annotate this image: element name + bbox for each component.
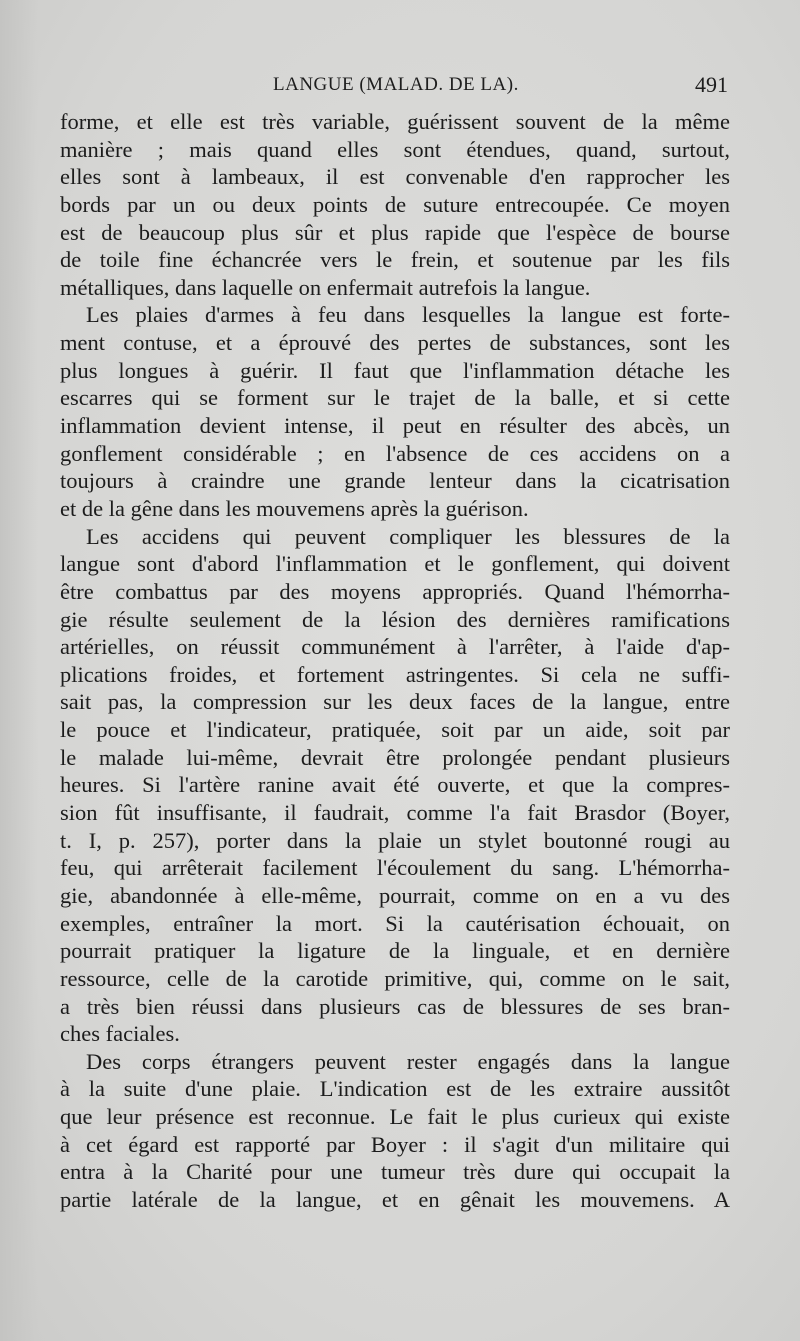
text-line: langue sont d'abord l'inflammation et le gonflement, qui doivent <box>60 551 730 577</box>
text-line: ches faciales. <box>60 1021 180 1047</box>
text-line: sait pas, la compression sur les deux faces de la langue, entre <box>60 689 730 715</box>
text-line: artérielles, on réussit communément à l'arrêter, à l'aide d'ap- <box>60 634 730 660</box>
text-line: plications froides, et fortement astringentes. Si cela ne suffi- <box>60 661 730 687</box>
page-number: 491 <box>695 72 728 97</box>
text-line: Des corps étrangers peuvent rester engagés dans la langue <box>86 1048 730 1074</box>
text-line: Les plaies d'armes à feu dans lesquelles la langue est forte- <box>86 302 730 328</box>
text-line: Les accidens qui peuvent compliquer les blessures de la <box>86 523 730 549</box>
text-line: à la suite d'une plaie. L'indication est de les extraire aussitôt <box>60 1076 730 1102</box>
running-head-title: LANGUE (MALAD. DE LA). <box>273 74 519 95</box>
text-line: sion fût insuffisante, il faudrait, comme l'a fait Brasdor (Boyer, <box>60 800 730 826</box>
text-line: forme, et elle est très variable, guérissent souvent de la même <box>60 109 730 134</box>
text-line: est de beaucoup plus sûr et plus rapide que l'espèce de bourse <box>60 219 730 245</box>
text-line: partie latérale de la langue, et en gênait les mouvemens. A <box>60 1186 730 1212</box>
text-line: escarres qui se forment sur le trajet de la balle, et si cette <box>60 385 730 411</box>
text-line: métalliques, dans laquelle on enfermait autrefois la langue. <box>60 274 591 300</box>
text-line: entra à la Charité pour une tumeur très dure qui occupait la <box>60 1159 730 1185</box>
text-line: être combattus par des moyens appropriés. Quand l'hémorrha- <box>60 578 730 604</box>
text-line: ment contuse, et a éprouvé des pertes de substances, sont les <box>60 330 730 356</box>
page-gutter-shadow <box>0 0 38 1341</box>
text-line: manière ; mais quand elles sont étendues, quand, surtout, <box>60 136 730 162</box>
text-line: plus longues à guérir. Il faut que l'inflammation détache les <box>60 357 730 383</box>
text-line: et de la gêne dans les mouvemens après la guérison. <box>60 495 529 521</box>
paragraph <box>60 523 730 1048</box>
text-line: gonflement considérable ; en l'absence de ces accidens on a <box>60 440 730 466</box>
text-line: gie résulte seulement de la lésion des dernières ramifications <box>60 606 730 632</box>
text-line: feu, qui arrêterait facilement l'écoulement du sang. L'hémorrha- <box>60 855 730 881</box>
body-text <box>60 108 730 1214</box>
paragraph <box>60 301 730 522</box>
text-line: gie, abandonnée à elle-même, pourrait, comme on en a vu des <box>60 882 730 908</box>
text-line: ressource, celle de la carotide primitive, qui, comme on le sait, <box>60 965 730 991</box>
text-line: à cet égard est rapporté par Boyer : il s'agit d'un militaire qui <box>60 1131 730 1157</box>
text-line: a très bien réussi dans plusieurs cas de blessures de ses bran- <box>60 993 730 1019</box>
text-line: inflammation devient intense, il peut en résulter des abcès, un <box>60 413 730 439</box>
running-head <box>60 74 728 104</box>
paragraph <box>60 1048 730 1214</box>
text-line: heures. Si l'artère ranine avait été ouverte, et que la compres- <box>60 772 730 798</box>
text-line: exemples, entraîner la mort. Si la cautérisation échouait, on <box>60 910 730 936</box>
text-line: le pouce et l'indicateur, pratiquée, soit par un aide, soit par <box>60 717 730 743</box>
text-line: bords par un ou deux points de suture entrecoupée. Ce moyen <box>60 191 730 217</box>
paragraph <box>60 108 730 301</box>
text-line: le malade lui-même, devrait être prolongée pendant plusieurs <box>60 744 730 770</box>
text-line: elles sont à lambeaux, il est convenable d'en rapprocher les <box>60 164 730 190</box>
text-line: de toile fine échancrée vers le frein, et soutenue par les fils <box>60 247 730 273</box>
text-line: toujours à craindre une grande lenteur dans la cicatrisation <box>60 468 730 494</box>
text-line: que leur présence est reconnue. Le fait le plus curieux qui existe <box>60 1104 730 1130</box>
text-line: pourrait pratiquer la ligature de la linguale, et en dernière <box>60 938 730 964</box>
text-line: t. I, p. 257), porter dans la plaie un stylet boutonné rougi au <box>60 827 730 853</box>
